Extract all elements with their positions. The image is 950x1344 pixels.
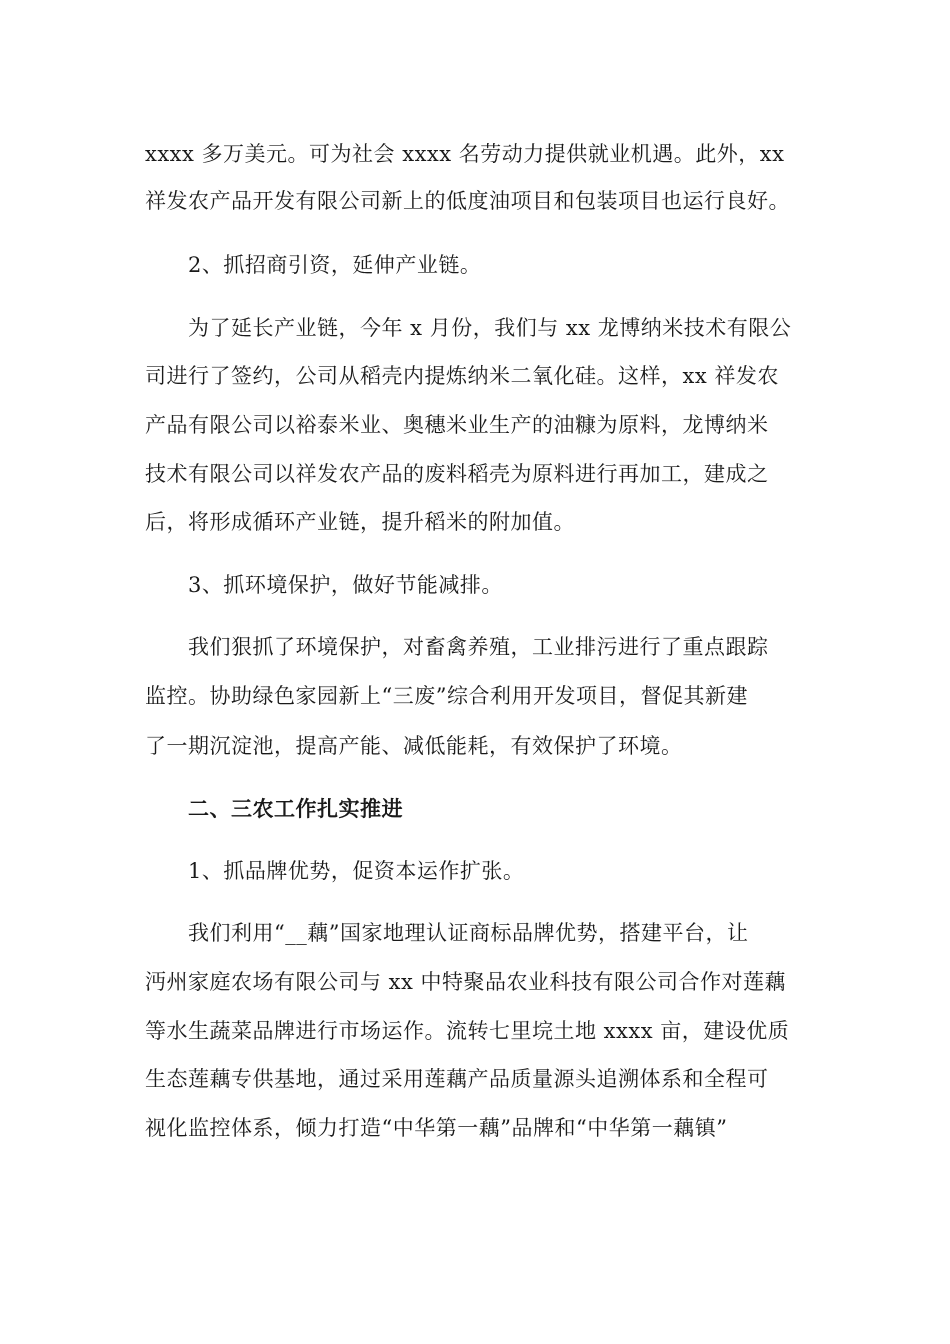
paragraph-line: 我们利用“__藕”国家地理认证商标品牌优势，搭建平台，让 [188, 921, 749, 945]
paragraph-line: 监控。协助绿色家园新上“三废”综合利用开发项目，督促其新建 [145, 684, 748, 708]
paragraph-line: 视化监控体系，倾力打造“中华第一藕”品牌和“中华第一藕镇” [145, 1116, 728, 1140]
paragraph-line: 技术有限公司以祥发农产品的废料稻壳为原料进行再加工，建成之 [145, 462, 769, 486]
section-heading: 二、三农工作扎实推进 [188, 796, 403, 821]
paragraph-line: 为了延长产业链，今年 x 月份，我们与 xx 龙博纳米技术有限公 [188, 316, 792, 340]
paragraph-line: 祥发农产品开发有限公司新上的低度油项目和包装项目也运行良好。 [145, 189, 790, 213]
paragraph-line: 我们狠抓了环境保护，对畜禽养殖，工业排污进行了重点跟踪 [188, 635, 769, 659]
subheading: 1、抓品牌优势，促资本运作扩张。 [188, 859, 525, 883]
paragraph-line: 后，将形成循环产业链，提升稻米的附加值。 [145, 510, 575, 534]
paragraph-line: 了一期沉淀池，提高产能、减低能耗，有效保护了环境。 [145, 734, 683, 758]
paragraph-line: 沔州家庭农场有限公司与 xx 中特聚品农业科技有限公司合作对莲藕 [145, 970, 787, 994]
paragraph-line: 产品有限公司以裕泰米业、奥穗米业生产的油糠为原料，龙博纳米 [145, 413, 769, 437]
subheading: 2、抓招商引资，延伸产业链。 [188, 253, 482, 277]
paragraph-line: xxxx 多万美元。可为社会 xxxx 名劳动力提供就业机遇。此外，xx [145, 142, 785, 166]
subheading: 3、抓环境保护，做好节能减排。 [188, 573, 503, 597]
paragraph-line: 等水生蔬菜品牌进行市场运作。流转七里垸土地 xxxx 亩，建设优质 [145, 1019, 790, 1043]
paragraph-line: 生态莲藕专供基地，通过采用莲藕产品质量源头追溯体系和全程可 [145, 1067, 769, 1091]
paragraph-line: 司进行了签约，公司从稻壳内提炼纳米二氧化硅。这样，xx 祥发农 [145, 364, 779, 388]
